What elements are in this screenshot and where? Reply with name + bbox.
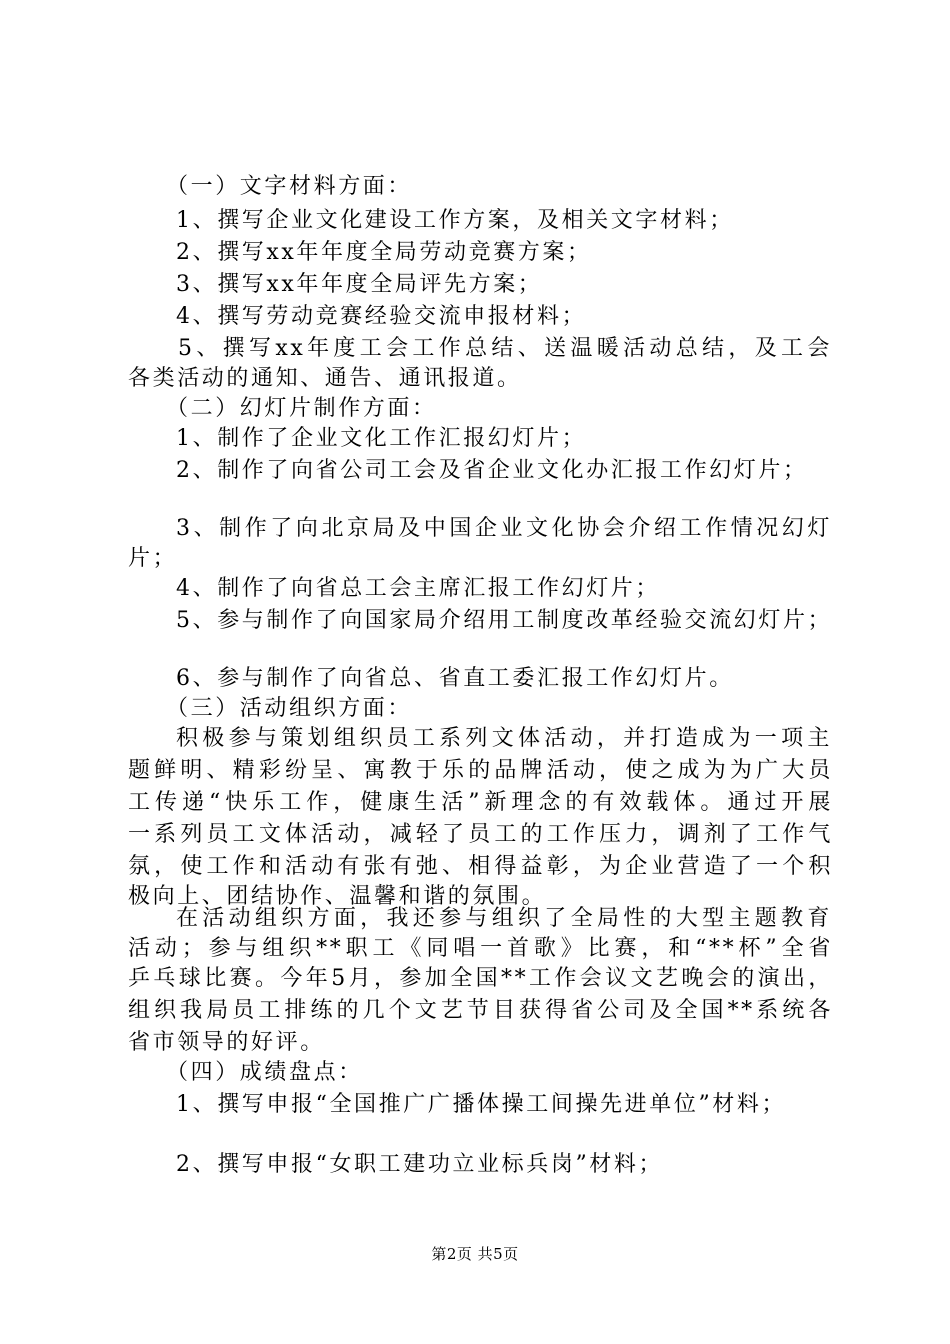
- text-line: 各类活动的通知、通告、通讯报道。: [128, 366, 522, 391]
- text-line: 1、撰写企业文化建设工作方案，及相关文字材料；: [176, 208, 734, 233]
- text-line: 3、撰写xx年年度全局评先方案；: [176, 272, 543, 297]
- text-line: 4、制作了向省总工会主席汇报工作幻灯片；: [176, 576, 660, 601]
- text-line: 2、撰写xx年年度全局劳动竞赛方案；: [176, 240, 592, 265]
- section-heading-1: （一）文字材料方面：: [166, 174, 413, 199]
- text-line: 活动；参与组织**职工《同唱一首歌》比赛，和“**杯”全省: [128, 936, 833, 961]
- text-line: 一系列员工文体活动，减轻了员工的工作压力，调剂了工作气: [128, 822, 833, 847]
- text-line: 2、撰写申报“女职工建功立业标兵岗”材料；: [176, 1152, 664, 1177]
- text-line: 2、制作了向省公司工会及省企业文化办汇报工作幻灯片；: [176, 458, 808, 483]
- section-heading-3: （三）活动组织方面：: [166, 696, 413, 721]
- text-line: 组织我局员工排练的几个文艺节目获得省公司及全国**系统各: [128, 998, 833, 1023]
- text-line: 乒乓球比赛。今年5月，参加全国**工作会议文艺晚会的演出，: [128, 966, 833, 991]
- text-line: 5、参与制作了向国家局介绍用工制度改革经验交流幻灯片；: [176, 608, 833, 633]
- text-line: 3、制作了向北京局及中国企业文化协会介绍工作情况幻灯: [176, 516, 832, 541]
- text-line: 1、撰写申报“全国推广广播体操工间操先进单位”材料；: [176, 1092, 787, 1117]
- section-heading-2: （二）幻灯片制作方面：: [166, 396, 437, 421]
- text-line: 极向上、团结协作、温馨和谐的氛围。: [128, 884, 547, 909]
- text-line: 5、撰写xx年度工会工作总结、送温暖活动总结，及工会: [178, 336, 832, 361]
- page-number-footer: 第2页 共5页: [431, 1245, 519, 1263]
- text-line: 氛，使工作和活动有张有弛、相得益彰，为企业营造了一个积: [128, 854, 833, 879]
- text-line: 省市领导的好评。: [128, 1030, 325, 1055]
- section-heading-4: （四）成绩盘点：: [166, 1060, 363, 1085]
- text-line: 片；: [128, 546, 178, 571]
- text-line: 1、制作了企业文化工作汇报幻灯片；: [176, 426, 587, 451]
- text-line: 题鲜明、精彩纷呈、寓教于乐的品牌活动，使之成为为广大员: [128, 758, 833, 783]
- text-line: 积极参与策划组织员工系列文体活动，并打造成为一项主: [176, 726, 832, 751]
- text-line: 工传递“快乐工作，健康生活”新理念的有效载体。通过开展: [128, 790, 833, 815]
- text-line: 6、参与制作了向省总、省直工委汇报工作幻灯片。: [176, 666, 734, 691]
- text-line: 4、撰写劳动竞赛经验交流申报材料；: [176, 304, 587, 329]
- text-line: 在活动组织方面，我还参与组织了全局性的大型主题教育: [176, 906, 832, 931]
